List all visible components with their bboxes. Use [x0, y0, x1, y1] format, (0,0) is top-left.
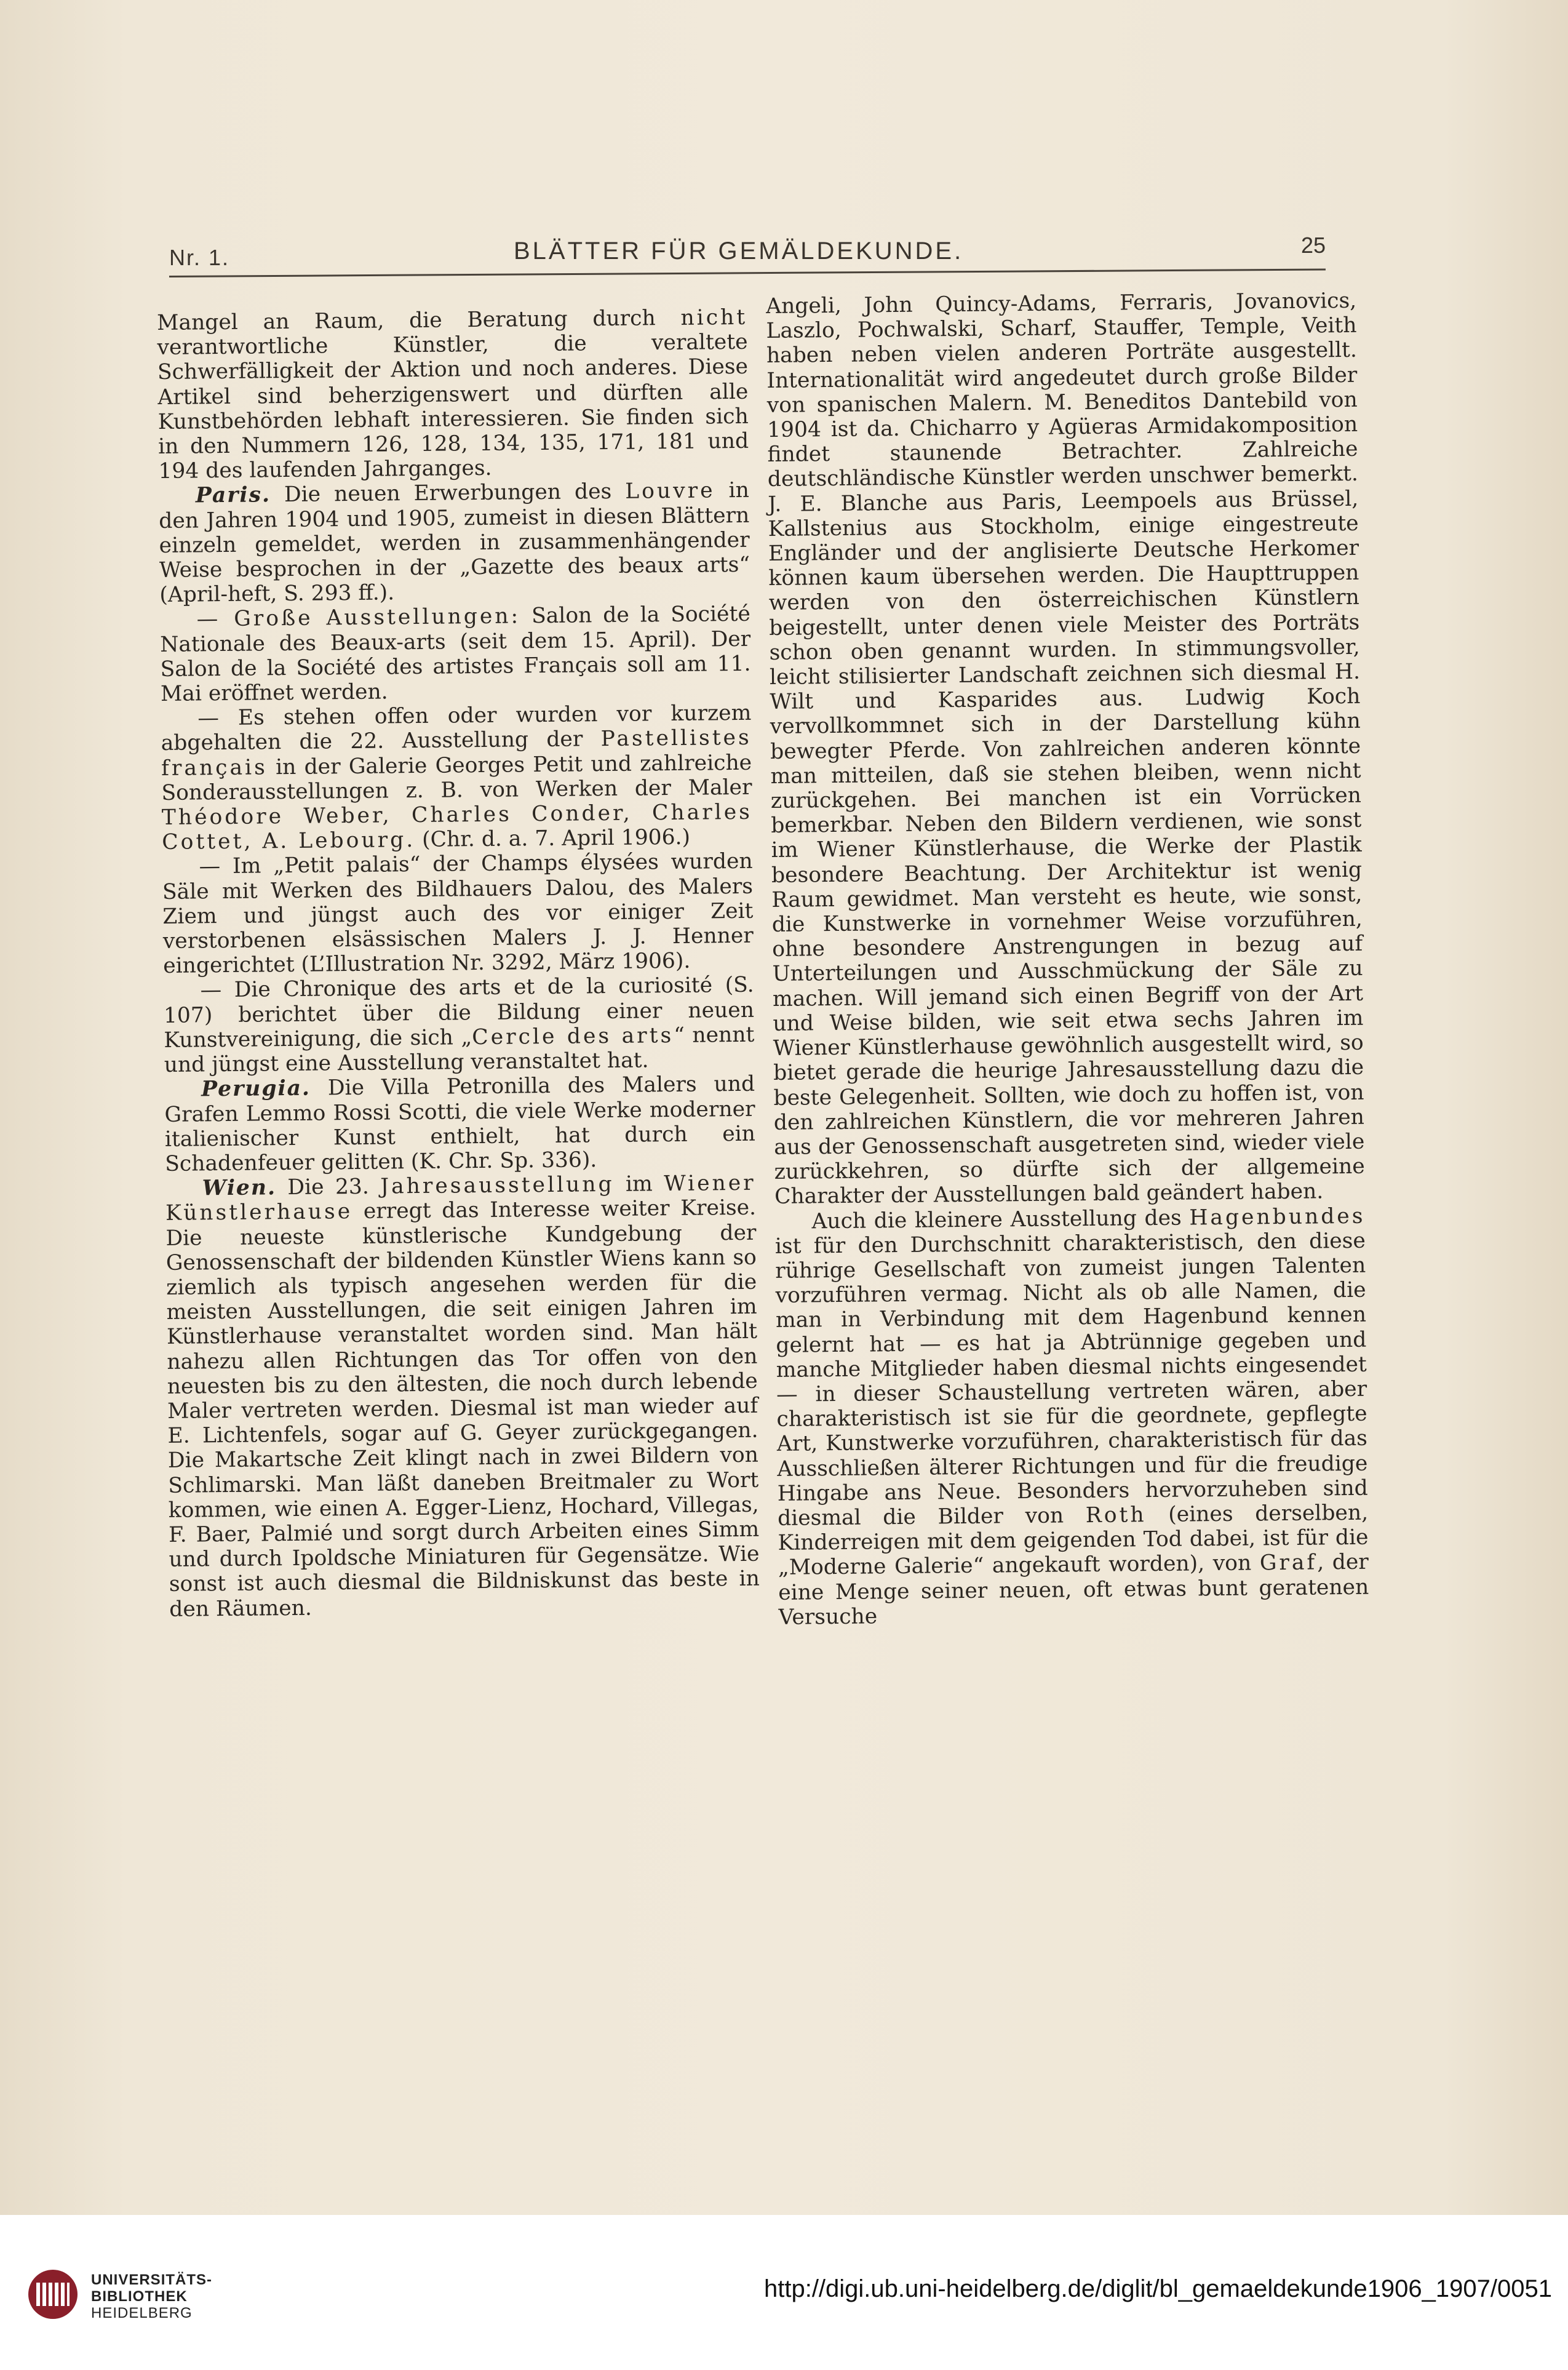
paragraph [157, 305, 749, 484]
text-run: ist für den Durchschnitt charakteristisch, den diese rührige Gesellschaft von zumeist jungen Talenten vorzuführen vermag. Nicht als ob alle Namen, die man in Verbindung mit dem Hagenbund kennen gelernt hat — es hat ja Abtrünnige gegeben und manche Mitglieder haben diesmal nichts eingesendet — in dieser Schaustellung vertreten wären, aber charakteristisch ist sie für die geordnete, gepflegte Art, Kunstwerke vorzuführen, charakteristisch für das Ausschließen älterer Richtungen und für die freudige Hingabe ans Neue. Besonders hervorzuheben sind diesmal die Bilder von [774, 1228, 1368, 1531]
place-heading: Paris. [195, 482, 271, 508]
spaced-emphasis: Pastellistes français [161, 725, 752, 781]
journal-title: BLÄTTER FÜR GEMÄLDEKUNDE. [514, 237, 964, 265]
text-run: — Die Chronique des arts et de la curiosité (S. 107) berichtet über die Bildung einer neuen Kunstvereinigung, die sich „ [163, 973, 755, 1053]
text-run: , der eine Menge seiner neuen, oft etwas bunt geratenen Versuche [778, 1550, 1369, 1630]
paragraph [159, 478, 750, 607]
text-run: Angeli, John Quincy-Adams, Ferraris, Jovanovics, Laszlo, Pochwalski, Scharf, Stauffer, Temple, Veith haben neben vielen anderen Porträte ausgestellt. Internationalität wird angedeutet durch große Bilder von spanischen Malern. M. Beneditos Dantebild von 1904 ist da. Chicharro y Agüeras Armidakomposition findet staunende Betrachter. Zahlreiche deutschländische Künstler werden unschwer bemerkt. J. E. Blanche aus Paris, Leempoels aus Brüssel, Kallstenius aus Stockholm, einige eingestreute Engländer und der anglisierte Deutsche Herkomer können kaum übersehen werden. Die Haupttruppen werden von den österreichischen Künstlern beigestellt, unter denen viele Meister des Porträts schon oben genannt wurden. In stimmungsvoller, leicht stilisierter Landschaft zeichnen sich diesmal H. Wilt und Kasparides aus. Ludwig Koch vervollkommnet sich in der Darstellung kühn bewegter Pferde. Von zahlreichen anderen könnte man mitteilen, daß sie stehen bleiben, wenn nicht zurückgehen. Bei manchen ist ein Vorrücken bemerkbar. Neben den Bildern verdienen, wie sonst im Wiener Künstlerhause, die Werke der Plastik besondere Beachtung. Der Architektur ist wenig Raum gewidmet. Man versteht es heute, wie sonst, die Kunstwerke in vornehmer Weise vorzuführen, ohne besondere Anstrengungen in bezug auf Unterteilungen und Ausschmückung der Säle zu machen. Will jemand sich einen Begriff von der Art und Weise bilden, wie seit etwa sechs Jahren im Wiener Künstlerhause gewöhnlich ausgestellt wird, so bietet gerade die heurige Jahresausstellung dazu die beste Gelegenheit. Sollten, wie doch zu hoffen ist, von den zahlreichen Künstlern, die vor mehreren Jahren aus der Genossenschaft ausgetreten sind, wieder viele zurückkehren, so dürfte sich der allgemeine Charakter der Ausstellungen bald geändert haben. [766, 288, 1365, 1210]
spaced-emphasis: Louvre [625, 478, 715, 505]
spaced-emphasis: Roth [1085, 1502, 1147, 1528]
place-heading: Wien. [202, 1175, 277, 1201]
text-run: “ nennt und jüngst eine Ausstellung veranstaltet hat. [164, 1022, 755, 1078]
heidelberg-library-logo-icon [28, 2269, 78, 2320]
issue-number: Nr. 1. [169, 245, 230, 270]
page-number: 25 [1300, 233, 1326, 258]
spaced-emphasis: nicht [680, 305, 748, 330]
spaced-emphasis: Wiener Künstlerhause [165, 1170, 756, 1226]
text-run: (Chr. d. a. 7. April 1906.) [415, 824, 691, 853]
text-run: verantwortliche Künstler, die veraltete Schwerfälligkeit der Aktion und noch anderes. Diese Artikel sind beherzigenswert und dürften alle Kunstbehörden lebhaft interessieren. Sie finden sich in den Nummern 126, 128, 134, 135, 171, 181 und 194 des laufenden Jahrganges. [157, 329, 749, 484]
source-url-link[interactable]: http://digi.ub.uni-heidelberg.de/diglit/bl_gemaeldekunde1906_1907/0051 [763, 2275, 1552, 2302]
text-run: in der Galerie Georges Petit und zahlreiche Sonderausstellungen z. B. von Werken der Maler [161, 750, 752, 805]
spaced-emphasis: Théodore Weber, Charles Conder, Charles Cottet, A. Lebourg. [161, 799, 753, 855]
library-name-line3: HEIDELBERG [91, 2305, 193, 2321]
text-run: — Es stehen offen oder wurden vor kurzem abgehalten die 22. Ausstellung der [161, 701, 752, 756]
library-name-line2: BIBLIOTHEK [91, 2288, 188, 2305]
text-run: in den Jahren 1904 und 1905, zumeist in diesen Blättern einzeln gemeldet, werden in zusammenhängender Weise besprochen in der „Gazette des beaux arts“ (April-heft, S. 293 ff.). [159, 478, 750, 608]
spaced-emphasis: — Große Ausstellungen: [196, 604, 521, 632]
place-heading: Perugia. [201, 1075, 311, 1102]
paragraph [160, 602, 751, 706]
library-name [91, 2272, 212, 2321]
left-column [157, 305, 760, 1622]
paragraph [164, 1072, 755, 1176]
spaced-emphasis: Cercle des arts [472, 1023, 674, 1050]
digitization-footer [0, 2215, 1568, 2370]
library-name-line1: UNIVERSITÄTS- [91, 2272, 213, 2288]
spaced-emphasis: Jahresausstellung [380, 1172, 615, 1199]
paragraph [165, 1171, 760, 1622]
text-run: Mangel an Raum, die Beratung durch [157, 305, 681, 335]
text-run: Die Villa Petronilla des Malers und Grafen Lemmo Rossi Scotti, die viele Werke moderner italienischer Kunst enthielt, hat durch ein Schadenfeuer gelitten (K. Chr. Sp. 336). [164, 1072, 756, 1176]
text-run: im [614, 1171, 664, 1197]
spaced-emphasis: Graf [1259, 1550, 1318, 1576]
right-column [766, 289, 1369, 1630]
paragraph [766, 289, 1365, 1210]
text-run: erregt das Interesse weiter Kreise. Die neueste künstlerische Kundgebung der Genossenschaft der bildenden Künstler Wiens kann so ziemlich als typisch angesehen werden für die meisten Ausstellungen, die seit einigen Jahren im Künstlerhause veranstaltet worden sind. Man hält nahezu allen Richtungen das Tor offen von den neuesten bis zu den ältesten, die noch durch lebende Maler vertreten werden. Diesmal ist man wieder auf E. Lichtenfels, sogar auf G. Geyer zurückgegangen. Die Makartsche Zeit klingt nach in zwei Bildern von Schlimarski. Man läßt daneben Breitmaler zu Wort kommen, wie einen A. Egger-Lienz, Hochard, Villegas, F. Baer, Palmié und sorgt durch Arbeiten eines Simm und durch Ipoldsche Miniaturen für Gegensätze. Wie sonst ist auch diesmal die Bildniskunst das beste in den Räumen. [165, 1195, 760, 1622]
text-run: Die 23. [276, 1174, 381, 1200]
paragraph [161, 701, 752, 855]
text-run: Salon de la Société Nationale des Beaux-arts (seit dem 15. April). Der Salon de la Société des artistes Français soll am 11. Mai eröffnet werden. [160, 602, 751, 707]
text-run: — Im „Petit palais“ der Champs élysées wurden Säle mit Werken des Bildhauers Dalou, des Malers Ziem und jüngst auch des vor einiger Zeit verstorbenen elsässischen Malers J. J. Henner eingerichtet (L’Illustration Nr. 3292, März 1906). [162, 849, 754, 979]
text-run: (eines derselben, Kinderreigen mit dem geigenden Tod dabei, ist für die „Moderne Galerie“ angekauft worden), von [778, 1500, 1369, 1581]
text-run: Die neuen Erwerbungen des [270, 479, 626, 508]
text-run: Auch die kleinere Ausstellung des [811, 1205, 1190, 1234]
paragraph [163, 973, 754, 1077]
paragraph [162, 849, 754, 978]
spaced-emphasis: Hagenbundes [1189, 1203, 1366, 1230]
paragraph [774, 1203, 1369, 1630]
